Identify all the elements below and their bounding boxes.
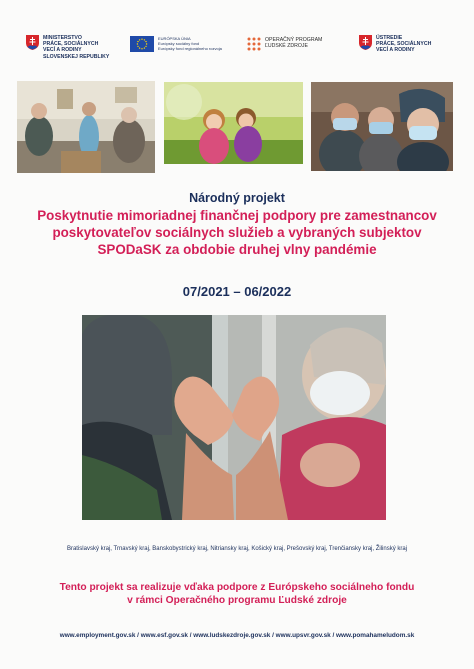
op-dots-icon bbox=[247, 37, 261, 51]
ministry-logo-line-1: MINISTERSTVO bbox=[43, 35, 82, 41]
project-title-line-1: Poskytnutie mimoriadnej finančnej podpory pre zamestnancov bbox=[37, 208, 437, 223]
eu-logo-line-2: Európsky sociálny fond bbox=[158, 41, 200, 46]
photo-masked-family bbox=[311, 82, 453, 171]
photo-care-home bbox=[17, 81, 155, 173]
eu-flag-icon bbox=[130, 36, 154, 52]
office-logo-line-1: ÚSTREDIE bbox=[376, 35, 403, 41]
eu-logo-line-3: Európsky fond regionálneho rozvoja bbox=[158, 46, 222, 51]
op-logo-line-1: OPERAČNÝ PROGRAM bbox=[265, 37, 323, 43]
op-logo-line-2: ĽUDSKÉ ZDROJE bbox=[265, 43, 308, 50]
funding-note-line-2: v rámci Operačného programu Ľudské zdroje bbox=[127, 595, 347, 606]
project-title bbox=[0, 207, 474, 258]
office-coat-of-arms-icon bbox=[359, 35, 372, 50]
eu-logo bbox=[130, 36, 222, 52]
ministry-logo-line-4: SLOVENSKEJ REPUBLIKY bbox=[43, 53, 110, 60]
project-kicker: Národný projekt bbox=[189, 191, 285, 205]
office-logo-line-3: VECÍ A RODINY bbox=[376, 47, 415, 54]
project-title-line-2: poskytovateľov sociálnych služieb a vybraných subjektov bbox=[52, 225, 422, 240]
office-logo-line-2: PRÁCE, SOCIÁLNYCH bbox=[376, 41, 432, 48]
eu-logo-line-1: EURÓPSKA ÚNIA bbox=[158, 36, 191, 41]
slovak-coat-of-arms-icon bbox=[26, 35, 39, 50]
funding-note-line-1: Tento projekt sa realizuje vďaka podpore z Európskeho sociálneho fondu bbox=[59, 582, 415, 593]
ministry-logo-line-2: PRÁCE, SOCIÁLNYCH bbox=[43, 41, 99, 48]
funding-note bbox=[0, 581, 474, 607]
photo-children bbox=[164, 82, 303, 164]
op-logo bbox=[247, 37, 322, 51]
project-dates: 07/2021 – 06/2022 bbox=[182, 284, 292, 299]
website-links[interactable]: www.employment.gov.sk / www.esf.gov.sk / www.ludskezdroje.gov.sk / www.upsvr.gov.sk / www.pomahameludom.sk bbox=[59, 632, 415, 639]
ministry-logo bbox=[26, 35, 109, 60]
project-title-line-3: SPODaSK za obdobie druhej vlny pandémie bbox=[97, 242, 377, 257]
office-logo bbox=[359, 35, 431, 54]
regions-list: Bratislavský kraj, Trnavský kraj, Banskobystrický kraj, Nitriansky kraj, Košický kraj, Prešovský kraj, Trenčiansky kraj, Žilinský kraj bbox=[66, 546, 408, 552]
ministry-logo-line-3: VECÍ A RODINY bbox=[43, 47, 82, 54]
photo-heart-hands-window bbox=[82, 315, 386, 520]
